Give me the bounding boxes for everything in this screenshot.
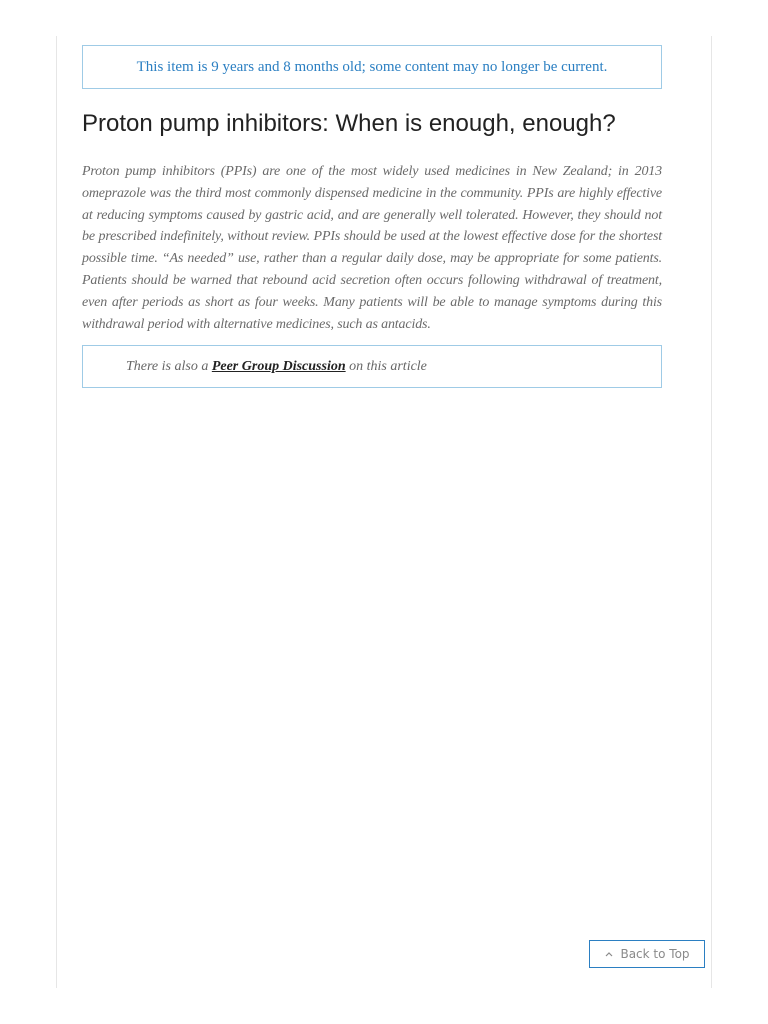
back-to-top-label: Back to Top: [620, 947, 690, 961]
peer-group-discussion-link[interactable]: Peer Group Discussion: [211, 358, 346, 374]
back-to-top-button[interactable]: [589, 940, 705, 968]
age-notice-text: This item is 9 years and 8 months old; some content may no longer be current.: [136, 58, 608, 75]
peer-group-suffix: on this article: [345, 358, 427, 374]
peer-group-prefix: There is also a: [126, 358, 212, 374]
article-title: Proton pump inhibitors: When is enough, enough?: [82, 110, 616, 137]
age-notice: [82, 45, 662, 89]
chevron-up-icon: [604, 949, 614, 959]
article-summary: Proton pump inhibitors (PPIs) are one of the most widely used medicines in New Zealand; in 2013 omeprazole was the third most commonly dispensed medicine in the community. PPIs are highly effective at reducing symptoms caused by gastric acid, and are generally well tolerated. However, they should not be prescribed indefinitely, without review. PPIs should be used at the lowest effective dose for the shortest possible time. “As needed” use, rather than a regular daily dose, may be appropriate for some patients. Patients should be warned that rebound acid secretion often occurs following withdrawal of treatment, even after periods as short as four weeks. Many patients will be able to manage symptoms during this withdrawal period with alternative medicines, such as antacids.: [82, 164, 662, 332]
peer-group-discussion-box: [82, 345, 662, 388]
